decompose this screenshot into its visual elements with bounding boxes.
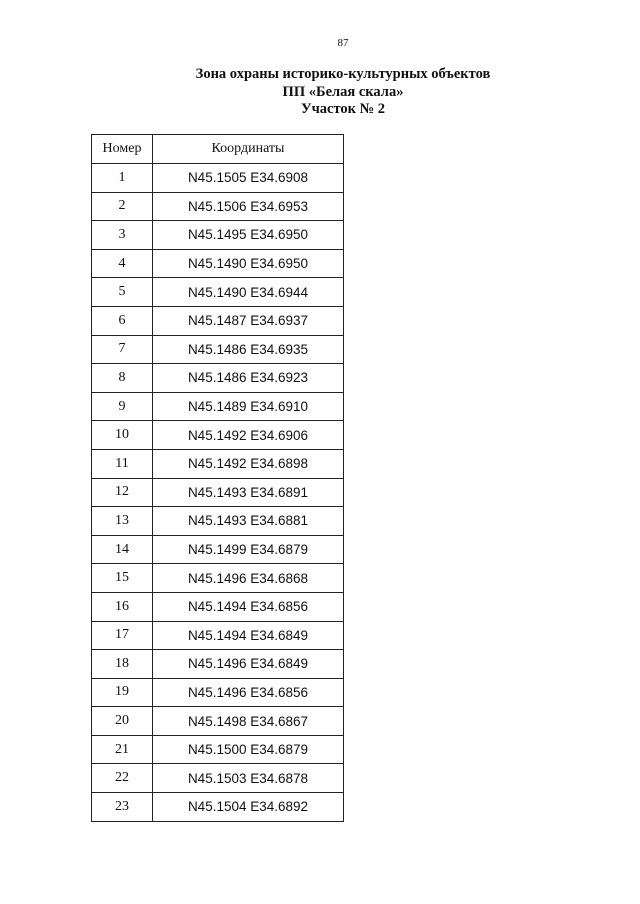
point-number: 10	[92, 421, 153, 450]
table-row	[92, 535, 344, 564]
table-row	[92, 592, 344, 621]
point-coordinates: N45.1492 E34.6898	[153, 449, 344, 478]
page-number: 87	[337, 37, 349, 49]
point-number: 18	[92, 650, 153, 679]
point-coordinates: N45.1486 E34.6923	[153, 364, 344, 393]
point-number: 9	[92, 392, 153, 421]
point-number: 8	[92, 364, 153, 393]
point-number: 17	[92, 621, 153, 650]
point-number: 7	[92, 335, 153, 364]
table-row	[92, 449, 344, 478]
header-number: Номер	[92, 135, 153, 164]
table-row	[92, 793, 344, 822]
point-number: 20	[92, 707, 153, 736]
point-coordinates: N45.1489 E34.6910	[153, 392, 344, 421]
point-coordinates: N45.1494 E34.6856	[153, 592, 344, 621]
point-coordinates: N45.1493 E34.6891	[153, 478, 344, 507]
document-heading	[0, 66, 640, 119]
point-number: 4	[92, 249, 153, 278]
point-number: 11	[92, 449, 153, 478]
point-number: 22	[92, 764, 153, 793]
heading-title: Зона охраны историко-культурных объектов	[195, 66, 491, 82]
point-coordinates: N45.1500 E34.6879	[153, 735, 344, 764]
point-number: 3	[92, 221, 153, 250]
table-row	[92, 507, 344, 536]
point-coordinates: N45.1486 E34.6935	[153, 335, 344, 364]
point-coordinates: N45.1496 E34.6849	[153, 650, 344, 679]
point-number: 13	[92, 507, 153, 536]
point-coordinates: N45.1490 E34.6950	[153, 249, 344, 278]
point-coordinates: N45.1492 E34.6906	[153, 421, 344, 450]
point-coordinates: N45.1506 E34.6953	[153, 192, 344, 221]
table-row	[92, 707, 344, 736]
table-row	[92, 364, 344, 393]
point-coordinates: N45.1487 E34.6937	[153, 306, 344, 335]
table-row	[92, 764, 344, 793]
point-number: 5	[92, 278, 153, 307]
header-coordinates: Координаты	[153, 135, 344, 164]
table-body	[92, 164, 344, 822]
table-header-row	[92, 135, 344, 164]
table-row	[92, 621, 344, 650]
point-coordinates: N45.1494 E34.6849	[153, 621, 344, 650]
table-row	[92, 306, 344, 335]
point-coordinates: N45.1505 E34.6908	[153, 164, 344, 193]
coordinates-table	[91, 134, 344, 822]
table-row	[92, 335, 344, 364]
point-number: 12	[92, 478, 153, 507]
point-number: 15	[92, 564, 153, 593]
table-row	[92, 478, 344, 507]
point-number: 2	[92, 192, 153, 221]
point-number: 23	[92, 793, 153, 822]
point-number: 6	[92, 306, 153, 335]
point-coordinates: N45.1490 E34.6944	[153, 278, 344, 307]
point-coordinates: N45.1493 E34.6881	[153, 507, 344, 536]
table-row	[92, 221, 344, 250]
table-row	[92, 164, 344, 193]
table-row	[92, 650, 344, 679]
table-row	[92, 678, 344, 707]
table-row	[92, 392, 344, 421]
table-row	[92, 278, 344, 307]
point-coordinates: N45.1496 E34.6868	[153, 564, 344, 593]
point-coordinates: N45.1495 E34.6950	[153, 221, 344, 250]
point-coordinates: N45.1503 E34.6878	[153, 764, 344, 793]
point-number: 19	[92, 678, 153, 707]
table-row	[92, 735, 344, 764]
point-number: 14	[92, 535, 153, 564]
table-row	[92, 249, 344, 278]
table-row	[92, 421, 344, 450]
point-number: 21	[92, 735, 153, 764]
heading-site-name: ПП «Белая скала»	[282, 83, 404, 100]
heading-section: Участок № 2	[300, 101, 386, 117]
point-number: 1	[92, 164, 153, 193]
point-coordinates: N45.1499 E34.6879	[153, 535, 344, 564]
point-coordinates: N45.1498 E34.6867	[153, 707, 344, 736]
point-number: 16	[92, 592, 153, 621]
table-row	[92, 192, 344, 221]
table-row	[92, 564, 344, 593]
point-coordinates: N45.1496 E34.6856	[153, 678, 344, 707]
point-coordinates: N45.1504 E34.6892	[153, 793, 344, 822]
